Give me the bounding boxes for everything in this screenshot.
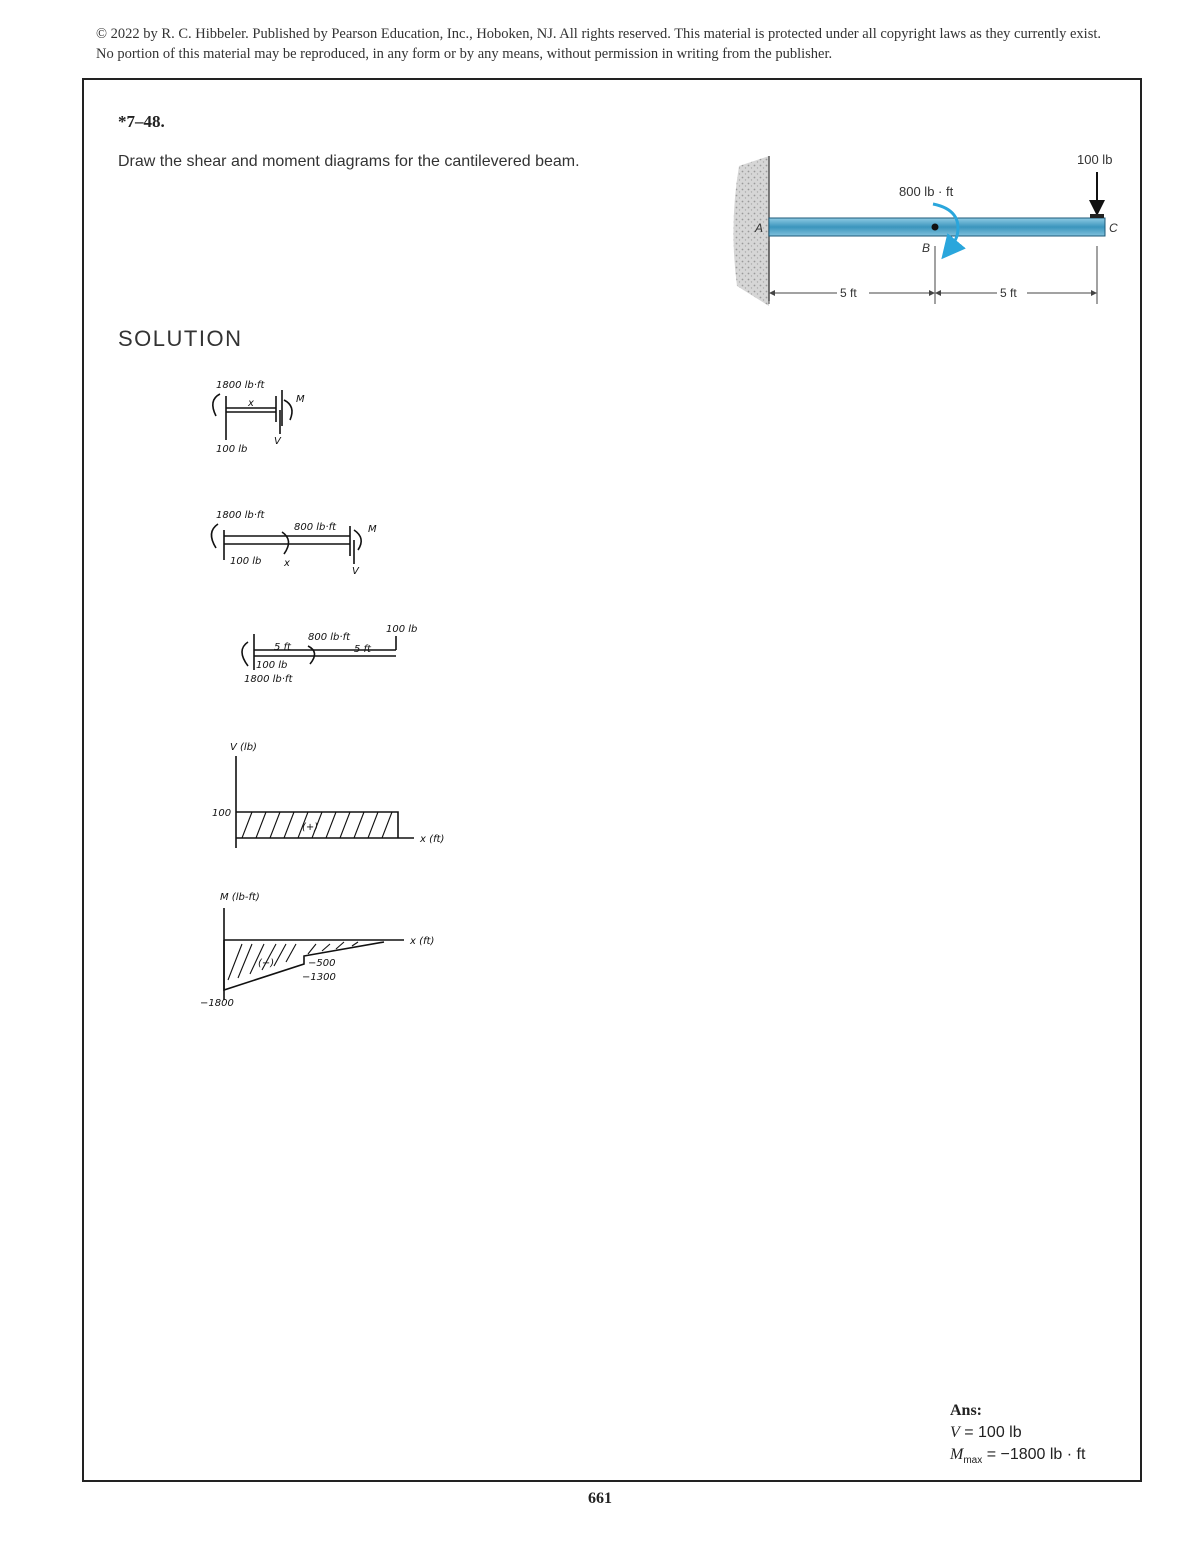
moment-area-label: (−) bbox=[258, 958, 275, 969]
problem-number: *7–48. bbox=[118, 112, 165, 131]
shear-axis-label: V (lb) bbox=[230, 742, 257, 753]
solution-heading: SOLUTION bbox=[118, 326, 243, 351]
problem-frame bbox=[82, 78, 1142, 1482]
problem-statement: Draw the shear and moment diagrams for the cantilevered beam. bbox=[118, 153, 580, 170]
label-a: A bbox=[755, 221, 764, 235]
force-label: 100 lb bbox=[1077, 152, 1113, 167]
answer-moment: $M_{max} = -1800$ lb · ft bbox=[950, 1446, 1086, 1467]
fbd3-dim-left: 5 ft bbox=[274, 642, 291, 653]
fbd1-force: 100 lb bbox=[216, 444, 248, 455]
label-b: B bbox=[922, 241, 931, 255]
solution-sketches bbox=[124, 360, 544, 1020]
moment-x-label: x (ft) bbox=[410, 936, 435, 947]
shear-x-label: x (ft) bbox=[420, 834, 445, 845]
fbd1-x: x bbox=[248, 398, 254, 409]
fbd3-moment-mid: 800 lb·ft bbox=[308, 632, 351, 643]
fbd3-dim-right: 5 ft bbox=[354, 644, 371, 655]
moment-start-label: −1800 bbox=[200, 998, 234, 1009]
shear-value-label: 100 bbox=[212, 808, 232, 819]
moment-axis-label: M (lb-ft) bbox=[220, 892, 260, 903]
dim-left-label: 5 ft bbox=[840, 286, 857, 300]
beam-figure bbox=[729, 146, 1129, 316]
answer-label: Ans: bbox=[950, 1402, 983, 1419]
page-number: 661 bbox=[588, 1490, 612, 1507]
point-b-dot bbox=[932, 224, 939, 231]
fbd2-moment-mid: 800 lb·ft bbox=[294, 522, 337, 533]
fbd2-v: V bbox=[352, 566, 359, 577]
label-c: C bbox=[1109, 221, 1118, 235]
fbd1-m: M bbox=[296, 394, 305, 405]
answer-shear: V = 100 lb bbox=[950, 1424, 1022, 1441]
moment-diagram bbox=[224, 908, 404, 1000]
dim-right-label: 5 ft bbox=[1000, 286, 1017, 300]
moment-jump-top: −500 bbox=[308, 958, 336, 969]
copyright-notice: © 2022 by R. C. Hibbeler. Published by Pearson Education, Inc., Hoboken, NJ. All rights reserved. This material is protected under all copyright laws as they currently exist. No portion of this material may be reproduced, in any form or by any means, without permission in writing from the publisher. bbox=[96, 26, 1102, 62]
fixed-wall bbox=[733, 156, 769, 306]
fbd2-m: M bbox=[368, 524, 377, 535]
shear-area-label: (+) bbox=[302, 822, 319, 833]
moment-label: 800 lb · ft bbox=[899, 184, 954, 199]
fbd1-moment: 1800 lb·ft bbox=[216, 380, 265, 391]
moment-jump-bottom: −1300 bbox=[302, 972, 336, 983]
fbd3-force-right: 100 lb bbox=[386, 624, 418, 635]
answer-box bbox=[950, 1400, 1085, 1472]
fbd2-moment-left: 1800 lb·ft bbox=[216, 510, 265, 521]
fbd1-v: V bbox=[274, 436, 281, 447]
fbd2-force: 100 lb bbox=[230, 556, 262, 567]
fbd3-reaction-force: 100 lb bbox=[256, 660, 288, 671]
shear-diagram bbox=[236, 756, 414, 848]
fbd3-reaction-moment: 1800 lb·ft bbox=[244, 674, 293, 685]
fbd2-x: x bbox=[284, 558, 290, 569]
